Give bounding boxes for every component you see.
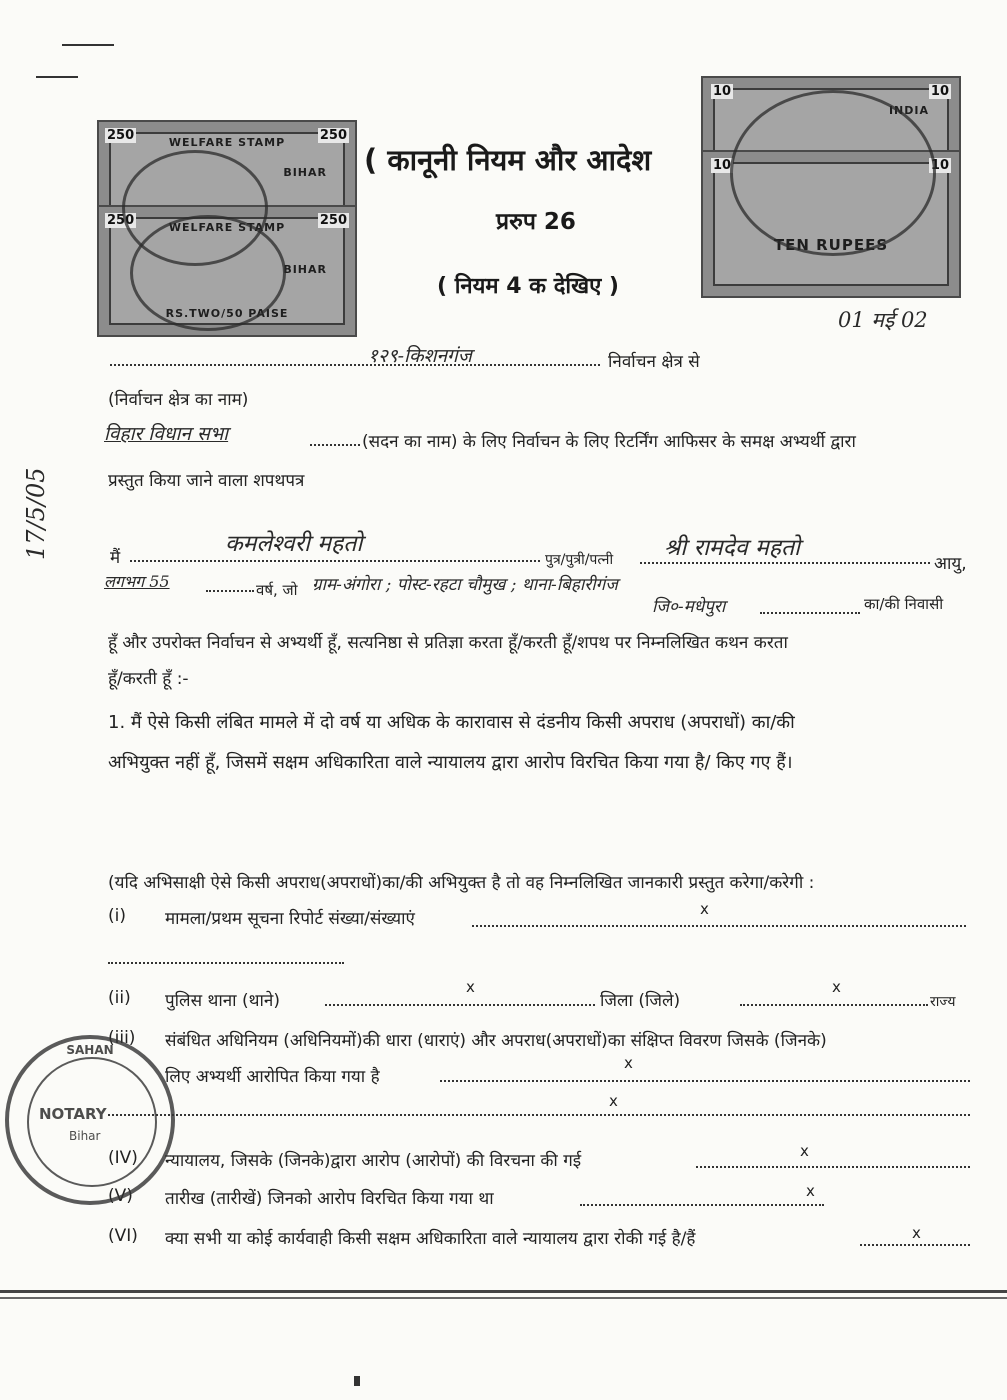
seal-sub-text: Bihar (69, 1129, 101, 1143)
scan-mark-top-2 (36, 76, 78, 78)
stamp-value: 250 (107, 128, 135, 143)
item-vi-dotted-line (860, 1244, 970, 1246)
deponent-prefix: मैं (110, 548, 121, 568)
item-ii-district-dotted-line (740, 1004, 928, 1006)
postmark-circle (130, 215, 286, 331)
house-value: विहार विधान सभा (104, 423, 229, 445)
resident-label: का/की निवासी (864, 595, 944, 613)
item-i-dotted-line (472, 925, 966, 927)
rule-reference: ( नियम 4 क देखिए ) (437, 274, 619, 299)
constituency-label: निर्वाचन क्षेत्र से (608, 352, 700, 372)
stamp-text-top: WELFARE STAMP (168, 221, 286, 234)
item-ii-number: (ii) (108, 988, 131, 1008)
stamp-text-bottom: TEN RUPEES (773, 236, 889, 254)
item-iii-line-1: संबंधित अधिनियम (अधिनियमों)की धारा (धाराएं) और अपराध(अपराधों)का संक्षिप्त विवरण जिसके (जिनके) (165, 1031, 827, 1051)
notary-seal (5, 1035, 175, 1205)
margin-handwritten-date: 17/5/05 (22, 467, 50, 560)
stamp-value: 10 (713, 84, 732, 99)
stamp-value: 250 (319, 213, 347, 228)
years-label: वर्ष, जो (256, 581, 298, 599)
paragraph-1-line-1: 1. मैं ऐसे किसी लंबित मामले में दो वर्ष या अधिक के कारावास से दंडनीय किसी अपराध (अपराधों) का/की (108, 712, 795, 733)
stamp-value: 10 (713, 158, 732, 173)
scan-mark-top (62, 44, 114, 46)
document-title: ( कानूनी नियम और आदेश (364, 143, 652, 177)
page-bottom-edge-2 (0, 1297, 1007, 1299)
stamp-value: 250 (107, 213, 135, 228)
relation-label: पुत्र/पुत्री/पत्नी (545, 552, 614, 568)
item-ii-label: पुलिस थाना (थाने) (165, 991, 280, 1011)
postmark-circle (730, 90, 936, 256)
oath-line-2: हूँ/करती हूँ :- (108, 669, 189, 689)
stamp-value: 10 (930, 84, 949, 99)
item-i-number: (i) (108, 906, 126, 926)
stamp-state: BIHAR (283, 166, 327, 179)
item-i-dotted-line-2 (108, 962, 344, 964)
item-iii-line-2: लिए अभ्यर्थी आरोपित किया गया है (165, 1067, 380, 1087)
cross-mark: x (800, 1142, 809, 1160)
scan-speck (354, 1376, 360, 1386)
form-number: प्ररुप 26 (496, 209, 576, 235)
cross-mark: x (832, 978, 841, 996)
age-value: लगभग 55 (104, 572, 170, 591)
item-v-number: (V) (108, 1186, 133, 1206)
item-v-label: तारीख (तारीखें) जिनको आरोप विरचित किया गया था (165, 1189, 494, 1209)
constituency-dotted-line (110, 364, 600, 366)
stamp-state: BIHAR (283, 263, 327, 276)
deponent-name-dotted-line (130, 560, 540, 562)
item-ii-state-label: राज्य (930, 994, 956, 1010)
cross-mark: x (624, 1054, 633, 1072)
item-vi-label: क्या सभी या कोई कार्यवाही किसी सक्षम अधिकारिता वाले न्यायालय द्वारा रोकी गई है/हैं (165, 1229, 696, 1249)
district-value: जि०-मधेपुरा (652, 597, 726, 617)
item-v-dotted-line (580, 1204, 824, 1206)
oath-line-1: हूँ और उपरोक्त निर्वाचन से अभ्यर्थी हूँ, सत्यनिष्ठा से प्रतिज्ञा करता हूँ/करती हूँ/शपथ पर निम्नलिखित कथन करता (108, 633, 788, 653)
item-iii-number: (iii) (108, 1028, 136, 1048)
cross-mark: x (912, 1224, 921, 1242)
address-dotted-line (760, 612, 860, 614)
house-text-2: प्रस्तुत किया जाने वाला शपथपत्र (108, 471, 305, 491)
conditional-intro: (यदि अभिसाक्षी ऐसे किसी अपराध(अपराधों)का/की अभियुक्त है तो वह निम्नलिखित जानकारी प्रस्तुत करेगा/करेगी : (108, 873, 815, 893)
cross-mark: x (806, 1182, 815, 1200)
constituency-name-label: (निर्वाचन क्षेत्र का नाम) (108, 390, 249, 410)
seal-center-text: NOTARY (39, 1105, 107, 1123)
house-dotted-line (310, 444, 360, 446)
stamp-text-bottom: RS.TWO/50 PAISE (165, 307, 289, 320)
address-value: ग्राम-अंगोरा ; पोस्ट-रहटा चौमुख ; थाना-बिहारीगंज (312, 575, 618, 595)
item-iv-number: (IV) (108, 1148, 138, 1168)
item-iv-label: न्यायालय, जिसके (जिनके)द्वारा आरोप (आरोपों) की विरचना की गई (165, 1151, 582, 1171)
stamp-text-top: WELFARE STAMP (168, 136, 286, 149)
item-ii-district-label: जिला (जिले) (600, 991, 681, 1011)
paragraph-1-line-2: अभियुक्त नहीं हूँ, जिसमें सक्षम अधिकारिता वाले न्यायालय द्वारा आरोप विरचित किया गया है/ किए गए हैं। (108, 752, 793, 773)
item-iv-dotted-line (696, 1166, 970, 1168)
stamp-country: INDIA (888, 104, 929, 117)
age-dotted-line (206, 590, 254, 592)
age-label: आयु, (934, 554, 967, 574)
item-vi-number: (VI) (108, 1226, 138, 1246)
item-iii-dotted-line (440, 1080, 970, 1082)
cross-mark: x (466, 978, 475, 996)
cross-mark: x (700, 900, 709, 918)
father-name-dotted-line (640, 562, 930, 564)
item-ii-dotted-line (325, 1004, 595, 1006)
deponent-name: कमलेश्वरी महतो (225, 531, 363, 557)
father-name: श्री रामदेव महतो (664, 535, 801, 561)
cross-mark: x (609, 1092, 618, 1110)
seal-text-top: SAHAN (66, 1043, 114, 1057)
constituency-value: १२९-किशनगंज (368, 345, 472, 367)
house-text: (सदन का नाम) के लिए निर्वाचन के लिए रिटर्निंग आफिसर के समक्ष अभ्यर्थी द्वारा (362, 432, 856, 452)
item-i-label: मामला/प्रथम सूचना रिपोर्ट संख्या/संख्याएं (165, 909, 415, 929)
handwritten-date: 01 मई 02 (838, 308, 928, 332)
item-iii-dotted-line-2 (108, 1114, 970, 1116)
stamp-value: 10 (930, 158, 949, 173)
stamp-value: 250 (319, 128, 347, 143)
page-bottom-edge (0, 1290, 1007, 1293)
